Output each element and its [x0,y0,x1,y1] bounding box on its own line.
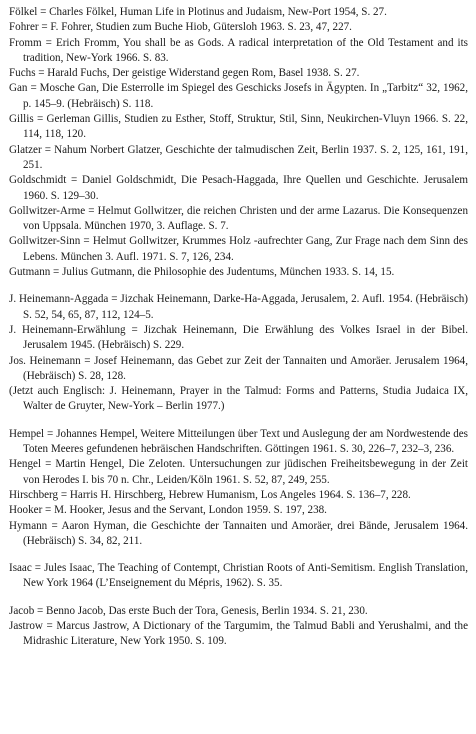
bibliography-entry [9,427,468,458]
bibliography-group [9,427,468,549]
bibliography-entry [9,20,468,35]
bibliography-entry [9,5,468,20]
entry-text: Glatzer = Nahum Norbert Glatzer, Geschichte der talmudischen Zeit, Berlin 1937. S. 2, 125, 161, 191, 251. [9,143,468,171]
bibliography-group [9,292,468,414]
entry-text: Hirschberg = Harris H. Hirschberg, Hebrew Humanism, Los Angeles 1964. S. 136–7, 228. [9,488,411,501]
bibliography-entry [9,112,468,143]
entry-text: Fohrer = F. Fohrer, Studien zum Buche Hiob, Gütersloh 1963. S. 23, 47, 227. [9,21,352,34]
group-separator [9,549,468,561]
entry-text: Hooker = M. Hooker, Jesus and the Servant, London 1959. S. 197, 238. [9,504,327,517]
bibliography-entry [9,265,468,280]
entry-text: Isaac = Jules Isaac, The Teaching of Contempt, Christian Roots of Anti-Semitism. English Translation, New York 1964 (L’Enseignement du Mépris, 1962). S. 35. [9,562,468,590]
group-separator [9,592,468,604]
entry-text: Jastrow = Marcus Jastrow, A Dictionary of the Targumim, the Talmud Babli and Yerushalmi, and the Midrashic Literature, New York 1950. S. 109. [9,619,468,648]
entry-text: Hymann = Aaron Hyman, die Geschichte der Tannaiten und Amoräer, drei Bände, Jerusalem 1964. (Hebräisch) S. 34, 82, 211. [9,519,468,547]
entry-text: Jacob = Benno Jacob, Das erste Buch der Tora, Genesis, Berlin 1934. S. 21, 230. [9,604,368,617]
bibliography-group [9,604,468,650]
bibliography-entry [9,619,468,650]
bibliography-entry [9,36,468,67]
bibliography-entry [9,503,468,518]
bibliography-entry [9,234,468,265]
bibliography-group [9,561,468,592]
group-separator [9,280,468,292]
entry-text: Gan = Mosche Gan, Die Esterrolle im Spiegel des Geschicks Josefs in Ägypten. In „Tarbitz“ 32, 1962, p. 145–9. (Hebräisch) S. 118. [9,82,468,110]
bibliography-entry [9,66,468,81]
entry-text: Fromm = Erich Fromm, You shall be as Gods. A radical interpretation of the Old Testament and its tradition, New-York 1966. S. 83. [9,36,468,64]
bibliography-entry [9,143,468,174]
entry-text: J. Heinemann-Erwählung = Jizchak Heinemann, Die Erwählung des Volkes Israel in der Bibel. Jerusalem 1945. (Hebräisch) S. 229. [9,323,468,352]
bibliography-entry [9,457,468,488]
bibliography-group [9,5,468,280]
entry-note: (Jetzt auch Englisch: J. Heinemann, Prayer in the Talmud: Forms and Patterns, Studia Judaica IX, Walter de Gruyter, New-York – Berlin 1977.) [9,385,468,413]
bibliography-entry [9,519,468,550]
bibliography-entry [9,488,468,503]
group-separator [9,415,468,427]
bibliography-entry [9,292,468,323]
entry-text: Fuchs = Harald Fuchs, Der geistige Widerstand gegen Rom, Basel 1938. S. 27. [9,67,360,80]
entry-text: Fölkel = Charles Fölkel, Human Life in Plotinus and Judaism, New-Port 1954, S. 27. [9,6,387,18]
entry-text: Goldschmidt = Daniel Goldschmidt, Die Pesach-Haggada, Ihre Quellen und Geschichte. Jerusalem 1960. S. 129–30. [9,174,468,202]
entry-text: Hengel = Martin Hengel, Die Zeloten. Untersuchungen zur jüdischen Freiheitsbewegung in der Zeit von Herodes I. bis 70 n. Chr., Leiden/Köln 1961. S. 52, 87, 249, 255. [9,458,468,486]
entry-text: Jos. Heinemann = Josef Heinemann, das Gebet zur Zeit der Tannaiten und Amoräer. Jerusalem 1964, (Hebräisch) S. 28, 128. [9,354,468,382]
entry-text: J. Heinemann-Aggada = Jizchak Heinemann, Darke-Ha-Aggada, Jerusalem, 2. Aufl. 1954. (Hebräisch) S. 52, 54, 65, 87, 112, 124–5. [9,293,468,321]
entry-text: Gutmann = Julius Gutmann, die Philosophie des Judentums, München 1933. S. 14, 15. [9,266,395,279]
entry-text: Hempel = Johannes Hempel, Weitere Mitteilungen über Text und Auslegung der am Nordwestende des Toten Meeres gefundenen hebräischen Handschriften. Göttingen 1961. S. 30, 226–7, 232–3, 236. [9,427,468,456]
entry-text: Gollwitzer-Sinn = Helmut Gollwitzer, Krummes Holz -aufrechter Gang, Zur Frage nach dem Sinn des Lebens. München 3. Aufl. 1971. S. 7, 126, 234. [9,235,468,263]
bibliography-entry [9,81,468,112]
bibliography-entry [9,604,468,619]
bibliography-entry [9,561,468,592]
bibliography-entry [9,323,468,354]
entry-text: Gollwitzer-Arme = Helmut Gollwitzer, die reichen Christen und der arme Lazarus. Die Konsequenzen von Uppsala. München 1970, 3. Auflage. S. 7. [9,204,468,233]
entry-text: Gillis = Gerleman Gillis, Studien zu Esther, Stoff, Struktur, Stil, Sinn, Neukirchen-Vluyn 1966. S. 22, 114, 118, 120. [9,113,468,141]
bibliography-entry [9,173,468,204]
bibliography-entry [9,204,468,235]
bibliography-entry [9,354,468,415]
